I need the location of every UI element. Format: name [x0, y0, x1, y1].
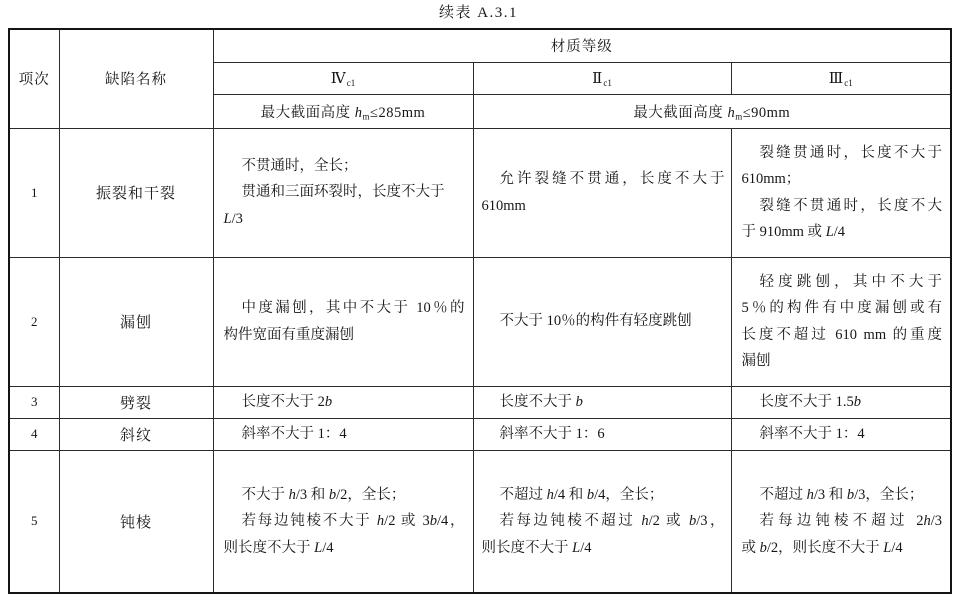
requirement-line: 允许裂缝不贯通，长度不大于 [499, 171, 725, 187]
row-item-no: 5 [9, 450, 59, 593]
row-item-no: 2 [9, 257, 59, 386]
requirement-line: 则长度不大于 L/4 [481, 539, 592, 556]
grade-ii-requirement [473, 386, 731, 418]
grade-iii-requirement [731, 450, 951, 593]
requirement-line: 若每边钝棱不超过 h/2 或 b/3， [499, 513, 725, 529]
grade-iii-requirement [731, 386, 951, 418]
grade-iv-requirement [213, 450, 473, 593]
requirement-paragraph [224, 295, 465, 348]
table-row [9, 418, 951, 450]
requirement-paragraph [742, 193, 943, 246]
requirement-paragraph [224, 482, 465, 509]
grade-numeral: Ⅳ [330, 70, 346, 87]
grade-numeral: Ⅲ [828, 70, 844, 87]
defect-grade-table [8, 28, 952, 594]
requirement-line: 构件宽面有重度漏刨 [223, 326, 354, 343]
row-item-no: 4 [9, 418, 59, 450]
requirement-paragraph [742, 482, 943, 509]
max-section-height-grade-ii-iii: 最大截面高度 $h_m\le 90mm$ [473, 94, 951, 128]
requirement-line: 610mm [481, 197, 526, 214]
row-defect-name: 劈裂 [59, 386, 213, 418]
grade-iii-requirement [731, 257, 951, 386]
grade-ii-requirement [473, 418, 731, 450]
requirement-paragraph [224, 153, 465, 180]
header-row [9, 29, 951, 62]
requirement-line: 则长度不大于 L/4 [223, 539, 334, 556]
requirement-paragraph [742, 269, 943, 375]
grade-iv-requirement [213, 418, 473, 450]
requirement-line: 中度漏刨，其中不大于 10％的 [241, 300, 465, 316]
requirement-line: 不贯通时，全长； [241, 157, 358, 174]
requirement-paragraph [742, 140, 943, 193]
grade-ii-requirement [473, 128, 731, 257]
requirement-line: 斜率不大于 1：4 [241, 425, 347, 442]
requirement-line: 不超过 h/4 和 b/4，全长； [499, 486, 664, 503]
requirement-paragraph [482, 482, 725, 509]
requirement-line: 长度不大于 2b [241, 393, 333, 410]
grade-iii-requirement [731, 128, 951, 257]
grade-iv-requirement [213, 257, 473, 386]
requirement-line: 裂缝不贯通时，长度不大 [759, 197, 943, 214]
requirement-line: 长度不超过 610 mm 的重度 [741, 326, 943, 343]
requirement-paragraph [482, 508, 725, 561]
requirement-line: 裂缝贯通时，长度不大于 [759, 144, 943, 161]
grade-iv-requirement [213, 128, 473, 257]
row-item-no: 1 [9, 128, 59, 257]
row-defect-name: 振裂和干裂 [59, 128, 213, 257]
requirement-line: 若每边钝棱不大于 h/2 或 3b/4， [241, 513, 465, 529]
requirement-line: 长度不大于 b [499, 393, 583, 410]
requirement-line: L/3 [223, 210, 243, 227]
requirement-line: 长度不大于 1.5b [759, 393, 861, 410]
requirement-paragraph [482, 166, 725, 219]
requirement-line: 轻度跳刨，其中不大于 [759, 273, 943, 290]
max-section-height-grade-iv: 最大截面高度 $h_m\le 285mm$ [213, 94, 473, 128]
requirement-line: 贯通和三面环裂时，长度不大于 [241, 184, 445, 201]
col-header-defect-name: 缺陷名称 [59, 29, 213, 128]
grade-ii-requirement [473, 257, 731, 386]
requirement-line: 斜率不大于 1：6 [499, 425, 605, 442]
grade-subscript: c1 [603, 77, 612, 88]
row-item-no: 3 [9, 386, 59, 418]
requirement-paragraph [224, 179, 465, 232]
requirement-line: 于 910mm 或 L/4 [741, 224, 846, 240]
requirement-line: 不超过 h/3 和 b/3，全长； [759, 486, 924, 503]
row-defect-name: 钝棱 [59, 450, 213, 593]
grade-subscript: c1 [346, 77, 356, 88]
table-row [9, 450, 951, 593]
requirement-line: 斜率不大于 1：4 [759, 425, 865, 442]
col-header-grade-ii [473, 62, 731, 94]
grade-subscript: c1 [844, 77, 853, 88]
table-row [9, 128, 951, 257]
table-title: 续表 A.3.1 [438, 5, 519, 21]
requirement-paragraph [742, 508, 943, 561]
requirement-paragraph [224, 508, 465, 561]
grade-numeral: Ⅱ [592, 70, 603, 87]
requirement-line: 或 b/2，则长度不大于 L/4 [741, 539, 903, 556]
requirement-line: 不大于 10％的构件有轻度跳刨 [499, 313, 692, 330]
requirement-line: 漏刨 [741, 353, 771, 369]
row-defect-name: 斜纹 [59, 418, 213, 450]
requirement-line: 610mm； [741, 171, 801, 187]
requirement-line: 5％的构件有中度漏刨或有 [741, 300, 943, 316]
grade-ii-requirement [473, 450, 731, 593]
table-row [9, 386, 951, 418]
col-header-grade-iv [213, 62, 473, 94]
col-header-grade-group: 材质等级 [213, 29, 951, 62]
row-defect-name: 漏刨 [59, 257, 213, 386]
grade-iii-requirement [731, 418, 951, 450]
requirement-line: 若每边钝棱不超过 2h/3 [759, 513, 943, 529]
requirement-paragraph [482, 308, 725, 335]
col-header-grade-iii [731, 62, 951, 94]
col-header-item-no: 项次 [9, 29, 59, 128]
table-row [9, 257, 951, 386]
grade-iv-requirement [213, 386, 473, 418]
requirement-line: 不大于 h/3 和 b/2，全长； [241, 486, 406, 503]
